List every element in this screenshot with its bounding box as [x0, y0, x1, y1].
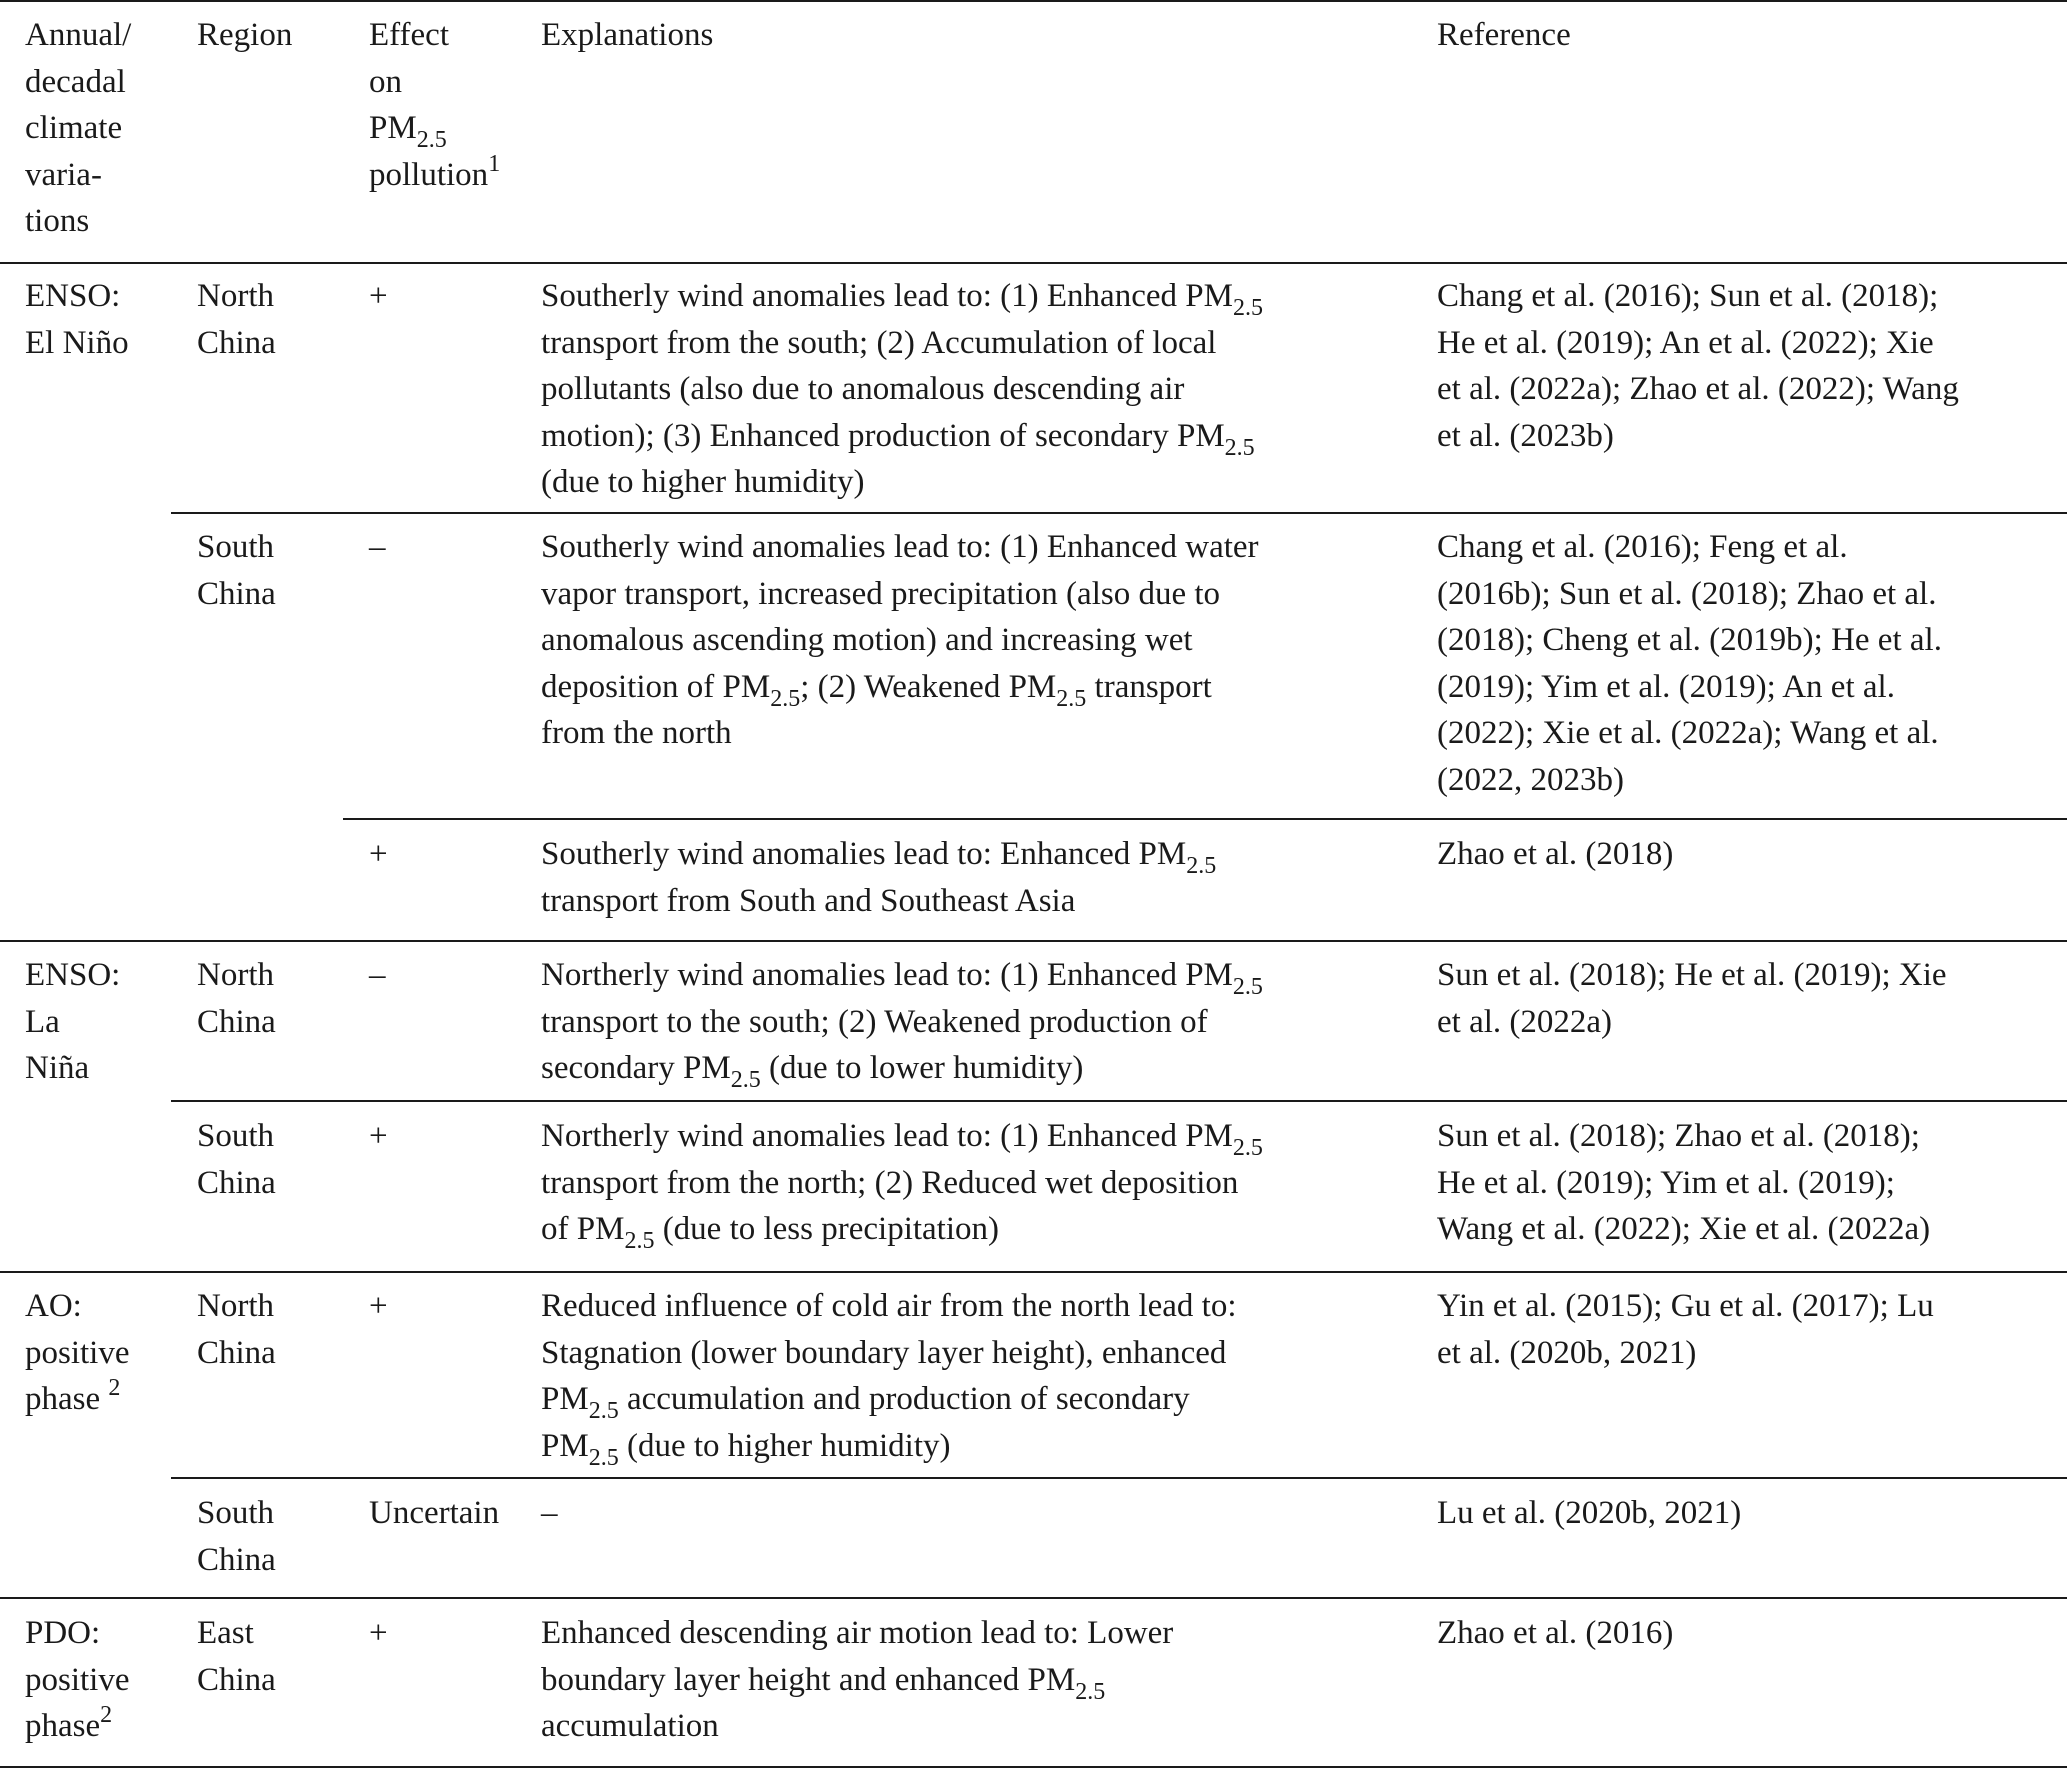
reference-cell [1437, 1283, 2062, 1376]
text: accumulation and production of secondary [618, 1381, 1190, 1417]
variation-cell [25, 273, 175, 366]
variation-cell [25, 1283, 175, 1423]
cell-line: positive [25, 1334, 130, 1371]
subscript: 2.5 [416, 127, 447, 153]
cell-line: et al. (2023b) [1437, 417, 1614, 454]
top-rule [0, 0, 2067, 2]
cell-line: Niña [25, 1050, 90, 1086]
text: transport [1086, 668, 1212, 705]
row-divider [343, 818, 2067, 820]
effect-cell: + [369, 1288, 388, 1324]
cell-line [541, 1657, 1421, 1704]
cell-line: (2018); Cheng et al. (2019b); He et al. [1437, 622, 1942, 658]
cell-line: vapor transport, increased precipitation (also due to [541, 575, 1221, 612]
cell-line: positive [25, 1661, 130, 1698]
reference-cell [1437, 524, 2062, 803]
cell-line: transport from the south; (2) Accumulation of local [541, 324, 1217, 361]
header-line: Effect [369, 17, 450, 53]
cell-line: He et al. (2019); Yim et al. (2019); [1437, 1164, 1895, 1201]
cell-line [541, 1423, 1421, 1470]
explanation-cell [541, 952, 1421, 1092]
reference-cell: Zhao et al. (2018) [1437, 836, 1674, 872]
header-line: decadal [25, 63, 126, 100]
text: motion); (3) Enhanced production of secondary PM [541, 417, 1225, 454]
explanation-cell [541, 1113, 1421, 1253]
cell-line: PDO: [25, 1615, 101, 1651]
group-rule [0, 1597, 2067, 1599]
header-explanations: Explanations [541, 17, 714, 53]
cell-line: et al. (2022a); Zhao et al. (2022); Wang [1437, 371, 1959, 407]
variation-cell [25, 952, 175, 1092]
effect-cell: + [369, 836, 388, 872]
text: ; (2) Weakened PM [800, 668, 1057, 705]
cell-line [541, 1045, 1421, 1092]
cell-line: transport to the south; (2) Weakened production of [541, 1003, 1208, 1040]
cell-line: pollutants (also due to anomalous descending air [541, 371, 1185, 407]
cell-line: China [197, 575, 276, 612]
text: Northerly wind anomalies lead to: (1) Enhanced PM [541, 957, 1233, 993]
cell-line: South [197, 529, 275, 565]
cell-line: La [25, 1003, 60, 1040]
group-rule [0, 1271, 2067, 1273]
row-divider [171, 512, 2067, 514]
text: Southerly wind anomalies lead to: Enhanced PM [541, 836, 1187, 872]
explanation-cell [541, 1610, 1421, 1750]
cell-line: accumulation [541, 1708, 719, 1744]
cell-line: (due to higher humidity) [541, 464, 865, 500]
cell-line: North [197, 1288, 274, 1324]
explanation-cell [541, 524, 1421, 757]
cell-line [541, 1113, 1421, 1160]
cell-line: Chang et al. (2016); Sun et al. (2018); [1437, 278, 1939, 314]
header-line: varia- [25, 156, 102, 193]
text: of PM [541, 1211, 625, 1247]
explanation-cell [541, 273, 1421, 506]
cell-line [541, 1376, 1421, 1423]
region-cell [197, 1283, 357, 1376]
cell-line: (2019); Yim et al. (2019); An et al. [1437, 668, 1895, 705]
header-line: climate [25, 110, 123, 146]
header-reference: Reference [1437, 17, 1571, 53]
header-line: on [369, 63, 402, 100]
subscript: 2.5 [588, 1398, 619, 1424]
cell-line: Chang et al. (2016); Feng et al. [1437, 529, 1848, 565]
cell-line: anomalous ascending motion) and increasing wet [541, 622, 1193, 658]
text: PM [541, 1381, 589, 1417]
cell-line: ENSO: [25, 957, 121, 993]
subscript: 2.5 [588, 1444, 619, 1471]
bottom-rule [0, 1766, 2067, 1768]
cell-line: He et al. (2019); An et al. (2022); Xie [1437, 324, 1934, 361]
subscript: 2.5 [1232, 1135, 1263, 1161]
reference-cell [1437, 1113, 2062, 1253]
footnote-mark: 2 [108, 1375, 121, 1401]
text: phase [25, 1381, 109, 1417]
cell-line: Sun et al. (2018); He et al. (2019); Xie [1437, 957, 1947, 993]
cell-line: El Niño [25, 324, 129, 361]
subscript: 2.5 [1224, 434, 1255, 461]
cell-line: China [197, 1541, 276, 1578]
subscript: 2.5 [1075, 1678, 1106, 1705]
region-cell [197, 1490, 357, 1583]
cell-line: (2022); Xie et al. (2022a); Wang et al. [1437, 715, 1939, 751]
cell-line [541, 413, 1421, 460]
subscript: 2.5 [1232, 974, 1263, 1000]
reference-cell [1437, 952, 2062, 1045]
cell-line [541, 952, 1421, 999]
cell-line: North [197, 278, 274, 314]
footnote-mark: 1 [488, 150, 501, 177]
footnote-mark: 2 [100, 1702, 113, 1728]
text: Northerly wind anomalies lead to: (1) Enhanced PM [541, 1118, 1233, 1154]
effect-cell: + [369, 1118, 388, 1154]
cell-line: South [197, 1118, 275, 1154]
explanation-cell: – [541, 1495, 558, 1531]
cell-line: (2022, 2023b) [1437, 761, 1624, 798]
cell-line: (2016b); Sun et al. (2018); Zhao et al. [1437, 575, 1937, 612]
effect-cell: Uncertain [369, 1495, 500, 1531]
cell-line: China [197, 1164, 276, 1201]
row-divider [171, 1477, 2067, 1479]
cell-line: Southerly wind anomalies lead to: (1) Enhanced water [541, 529, 1259, 565]
cell-line: China [197, 324, 276, 361]
region-cell [197, 1113, 357, 1206]
header-effect [369, 12, 539, 198]
cell-line [541, 273, 1421, 320]
cell-line: et al. (2020b, 2021) [1437, 1334, 1697, 1371]
effect-cell: – [369, 957, 386, 993]
header-line: tions [25, 203, 90, 239]
reference-cell: Lu et al. (2020b, 2021) [1437, 1495, 1742, 1531]
header-line: pollution$^1$ [369, 150, 501, 193]
explanation-cell [541, 1283, 1421, 1469]
row-divider [171, 1100, 2067, 1102]
reference-cell [1437, 273, 2062, 459]
cell-line: Stagnation (lower boundary layer height), enhanced [541, 1334, 1227, 1371]
cell-line: Reduced influence of cold air from the north lead to: [541, 1288, 1237, 1324]
cell-line [541, 831, 1421, 878]
group-rule [0, 940, 2067, 942]
subscript: 2.5 [1186, 853, 1217, 879]
header-line: $PM_{2.5}$ [369, 110, 447, 153]
header-region: Region [197, 17, 293, 53]
cell-line: Yin et al. (2015); Gu et al. (2017); Lu [1437, 1288, 1934, 1324]
cell-line: from the north [541, 715, 732, 751]
text: boundary layer height and enhanced PM [541, 1661, 1076, 1698]
effect-cell: + [369, 278, 388, 314]
cell-line: Enhanced descending air motion lead to: Lower [541, 1615, 1174, 1651]
region-cell [197, 273, 357, 366]
subscript: 2.5 [770, 685, 801, 712]
header-variation [25, 12, 175, 245]
cell-line [541, 664, 1421, 711]
variation-cell [25, 1610, 175, 1750]
region-cell [197, 952, 357, 1045]
subscript: 2.5 [730, 1067, 761, 1093]
region-cell [197, 524, 357, 617]
subscript: 2.5 [1056, 685, 1087, 712]
cell-line: China [197, 1003, 276, 1040]
effect-cell: + [369, 1615, 388, 1651]
text: (due to lower humidity) [760, 1050, 1084, 1086]
cell-line [25, 1703, 175, 1750]
cell-line: ENSO: [25, 278, 121, 314]
reference-cell: Zhao et al. (2016) [1437, 1615, 1674, 1651]
cell-line: East [197, 1615, 254, 1651]
text: Southerly wind anomalies lead to: (1) Enhanced PM [541, 278, 1233, 314]
cell-line: Sun et al. (2018); Zhao et al. (2018); [1437, 1118, 1920, 1154]
cell-line [25, 1376, 175, 1423]
cell-line [541, 1206, 1421, 1253]
cell-line: transport from the north; (2) Reduced wet deposition [541, 1164, 1239, 1201]
region-cell [197, 1610, 357, 1703]
text: (due to higher humidity) [618, 1427, 951, 1464]
cell-line: North [197, 957, 274, 993]
cell-line: China [197, 1334, 276, 1371]
cell-line: China [197, 1661, 276, 1698]
cell-line: South [197, 1495, 275, 1531]
subscript: 2.5 [1232, 295, 1263, 321]
subscript: 2.5 [624, 1228, 655, 1254]
text: secondary PM [541, 1050, 731, 1086]
cell-line: et al. (2022a) [1437, 1003, 1613, 1040]
cell-line: AO: [25, 1288, 82, 1324]
header-rule [0, 262, 2067, 264]
text: PM [541, 1427, 589, 1464]
text: deposition of PM [541, 668, 771, 705]
cell-line: transport from South and Southeast Asia [541, 882, 1076, 919]
text: phase [25, 1708, 101, 1744]
effect-cell: – [369, 529, 386, 565]
explanation-cell [541, 831, 1421, 924]
cell-line: Wang et al. (2022); Xie et al. (2022a) [1437, 1211, 1931, 1247]
header-line: Annual/ [25, 17, 132, 53]
text: (due to less precipitation) [654, 1211, 1000, 1247]
